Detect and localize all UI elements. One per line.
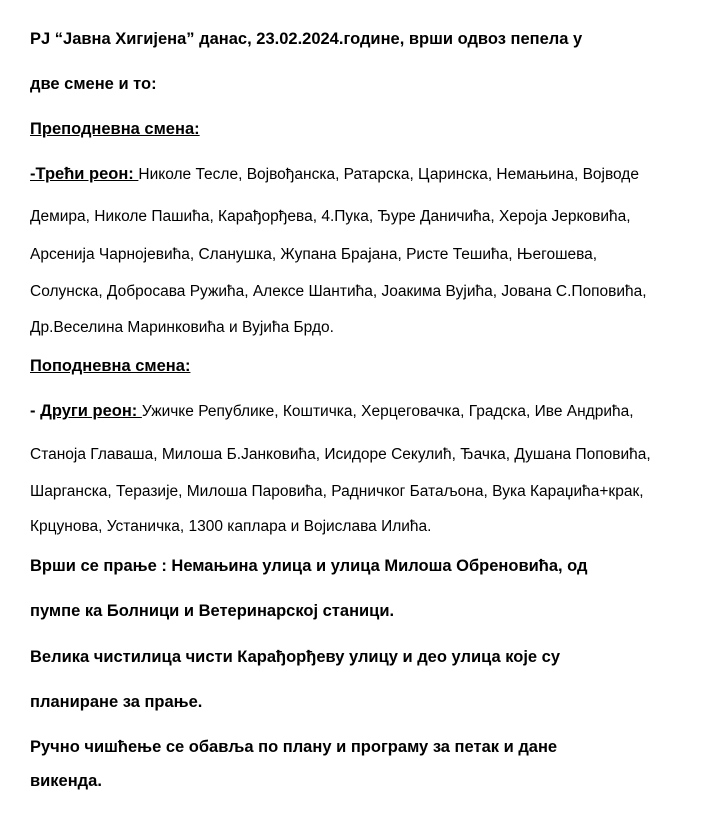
afternoon-shift-heading: Поподневна смена: [30, 357, 191, 375]
morning-streets-line-4: Солунска, Добросава Ружића, Алексе Шантића, Јоакима Вујића, Јована С.Поповића, [30, 283, 647, 300]
afternoon-streets-line-1: Ужичке Републике, Коштичка, Херцеговачка, Градска, Иве Андрића, [141, 403, 634, 420]
morning-shift-heading: Преподневна смена: [30, 120, 200, 138]
intro-line-1: PJ “Јавна Хигијена” данас, 23.02.2024.године, врши одвоз пепела у [30, 30, 583, 48]
manual-note-line-2: викенда. [30, 772, 102, 790]
manual-note-line-1: Ручно чишћење се обавља по плану и програму за петак и дане [30, 738, 558, 756]
washing-note-line-1: Врши се прање : Немањина улица и улица Милоша Обреновића, од [30, 557, 588, 575]
afternoon-region-prefix: - [30, 402, 41, 420]
morning-region-label: -Трећи реон: [30, 165, 139, 183]
sweeper-note-line-1: Велика чистилица чисти Карађорђеву улицу и део улица које су [30, 648, 561, 666]
morning-streets-line-5: Др.Веселина Маринковића и Вујића Брдо. [30, 319, 334, 336]
intro-line-2: две смене и то: [30, 75, 157, 93]
afternoon-region-line-1 [30, 402, 634, 421]
afternoon-streets-line-2: Станоја Главаша, Милоша Б.Јанковића, Исидоре Секулић, Ђачка, Душана Поповића, [30, 446, 651, 463]
morning-streets-line-3: Арсенија Чарнојевића, Сланушка, Жупана Брајана, Ристе Тешића, Његошева, [30, 246, 598, 263]
morning-region-line-1 [30, 165, 639, 184]
afternoon-streets-line-4: Крцунова, Устаничка, 1300 каплара и Војислава Илића. [30, 518, 432, 535]
washing-note-line-2: пумпе ка Болници и Ветеринарској станици. [30, 602, 395, 620]
afternoon-streets-line-3: Шарганска, Теразије, Милоша Паровића, Радничког Батаљона, Вука Караџића+крак, [30, 483, 644, 500]
morning-streets-line-1: Николе Тесле, Војвођанска, Ратарска, Царинска, Немањина, Војводе [138, 166, 639, 183]
afternoon-region-label: Други реон: [40, 402, 142, 420]
morning-streets-line-2: Демира, Николе Пашића, Карађорђева, 4.Пука, Ђуре Даничића, Хероја Јерковића, [30, 208, 631, 225]
sweeper-note-line-2: планиране за прање. [30, 693, 203, 711]
